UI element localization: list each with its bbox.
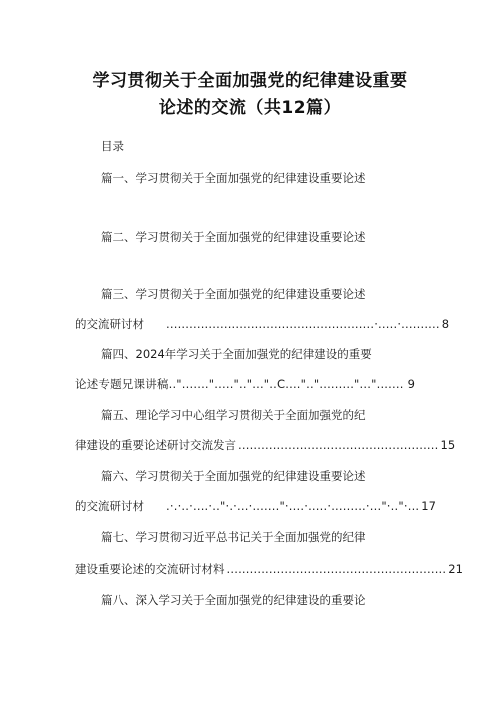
toc-entry-8: 篇八、深入学习关于全面加强党的纪律建设的重要论 [101, 593, 366, 607]
document-title-line-1: 学习贯彻关于全面加强党的纪律建设重要 [92, 71, 408, 91]
toc-entry-6-line-1: 篇六、学习贯彻关于全面加强党的纪律建设重要论述 [101, 469, 366, 483]
toc-entry-3-page: 8 [441, 317, 450, 331]
toc-entry-3-text: 的交流研讨材 [75, 317, 144, 331]
toc-entry-4-page: 9 [407, 377, 415, 391]
toc-heading: 目录 [101, 139, 124, 153]
toc-entry-7-text: 建设重要论述的交流研讨材料 [75, 562, 225, 576]
toc-entry-6-leader: .·.·..·....·.."·.·...·......."·....·.....·.........·..."·.."·... [166, 499, 420, 513]
document-title-line-2: 论述的交流（共12篇） [158, 98, 342, 118]
toc-entry-6-line-2 [75, 498, 436, 514]
toc-entry-7-page: 21 [448, 562, 463, 576]
toc-entry-4-text: 论述专题兄课讲稿..".......".....".."..."..C....".."........."..."....... [75, 377, 404, 391]
toc-entry-3-leader: ......................................................·.....·.......... [166, 317, 440, 331]
toc-entry-7-leader: ......................................................... [226, 562, 447, 576]
toc-entry-3-line-1: 篇三、学习贯彻关于全面加强党的纪律建设重要论述 [101, 287, 366, 301]
toc-entry-5-line-1: 篇五、理论学习中心组学习贯彻关于全面加强党的纪 [101, 408, 366, 422]
toc-entry-2: 篇二、学习贯彻关于全面加强党的纪律建设重要论述 [101, 230, 366, 244]
toc-entry-5-leader: .................................................... [238, 438, 439, 452]
toc-entry-6-text: 的交流研讨材 [75, 499, 144, 513]
toc-entry-1: 篇一、学习贯彻关于全面加强党的纪律建设重要论述 [101, 171, 366, 185]
toc-entry-7-line-1: 篇七、学习贯彻习近平总书记关于全面加强党的纪律 [101, 530, 366, 544]
toc-entry-7-line-2 [75, 561, 463, 577]
toc-entry-6-page: 17 [421, 499, 436, 513]
toc-entry-5-line-2 [75, 437, 456, 453]
toc-entry-4-line-1: 篇四、2024年学习关于全面加强党的纪律建设的重要 [101, 347, 372, 361]
toc-entry-3-line-2 [75, 316, 450, 332]
toc-entry-5-text: 律建设的重要论述研讨交流发言 [75, 438, 236, 452]
toc-entry-5-page: 15 [440, 438, 456, 452]
toc-entry-4-line-2 [75, 376, 415, 392]
